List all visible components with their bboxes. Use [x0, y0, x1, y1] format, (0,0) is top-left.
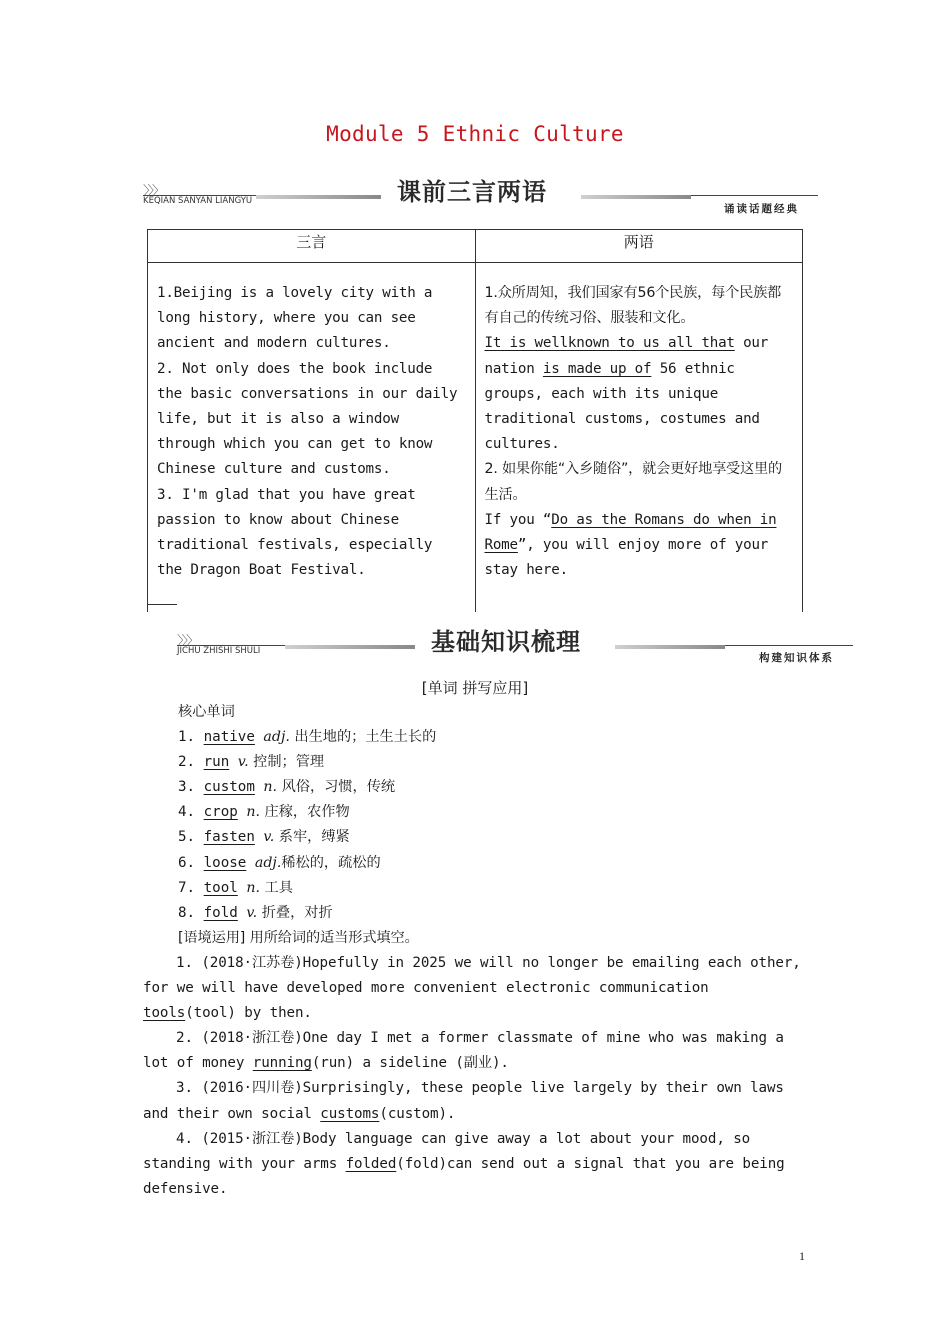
page-title: Module 5 Ethnic Culture [326, 122, 624, 146]
vocab-word: tool [203, 879, 238, 896]
banner-pinyin: JICHU ZHISHI SHULI [177, 646, 261, 656]
item-number: 8. [178, 904, 204, 921]
exercise-text: (fold)can send out a signal that you are being defensive. [143, 1155, 785, 1197]
chevron-right-icon: 〉〉〉 [143, 184, 164, 199]
word-meaning: 庄稼，农作物 [260, 804, 350, 821]
banner-pinyin: KEQIAN SANYAN LIANGYU [143, 196, 253, 206]
exercise-text: (run) a sideline (副业). [311, 1055, 509, 1072]
list-item [178, 750, 436, 775]
table-header-sanyan: 三言 [148, 230, 476, 263]
section-banner-basics [177, 630, 853, 670]
part-of-speech: v. [237, 754, 249, 771]
subsection-heading: [单词 拼写应用] [421, 679, 529, 697]
banner-heading: 课前三言两语 [397, 178, 547, 206]
intro-table [147, 229, 803, 612]
divider [285, 645, 415, 649]
item-number: 4. [178, 804, 204, 821]
translation-2 [485, 508, 794, 584]
vocab-word: custom [203, 779, 255, 796]
page-number: 1 [799, 1249, 805, 1263]
answer-blank: folded [345, 1155, 397, 1172]
word-meaning: 折叠，对折 [257, 904, 333, 921]
item-number: 3. [178, 779, 204, 796]
answer-blank: running [252, 1055, 312, 1072]
exercise-text: 1. (2018·江苏卷)Hopefully in 2025 we will no longer be emailing each other, for we will have developed more convenient electronic communication [143, 955, 801, 997]
exercise-list [143, 951, 808, 1202]
table-cell-right [475, 263, 803, 613]
item-number: 5. [178, 829, 204, 846]
vocab-word: run [203, 754, 230, 771]
vocab-list [178, 700, 436, 926]
exercise-text: 4. (2015·浙江卷)Body language can give away a lot about your mood, so standing with your arms [143, 1130, 751, 1172]
exercise-item [143, 1026, 808, 1076]
sentence-2: 2. Not only does the book include the basic conversations in our daily life, but it is also a window through which you can get to know Chinese culture and customs. [157, 360, 458, 478]
text: our nation [484, 335, 769, 377]
text: ”, you will enjoy more of your stay here. [484, 537, 769, 579]
divider [615, 645, 725, 649]
divider [581, 195, 691, 199]
word-meaning: 稀松的，疏松的 [281, 854, 381, 871]
table-header-liangyu: 两语 [475, 230, 803, 263]
divider [256, 195, 381, 199]
sentence-3: 3. I'm glad that you have great passion to know about Chinese traditional festivals, especially the Dragon Boat Festival. [157, 486, 433, 579]
chinese-sentence-2: 2. 如果你能“入乡随俗”，就会更好地享受这里的生活。 [484, 461, 783, 503]
vocab-word: fasten [203, 829, 255, 846]
exercise-text: 3. (2016·四川卷)Surprisingly, these people live largely by their own laws and their own social [143, 1080, 784, 1122]
list-item [178, 775, 436, 800]
answer-blank: tools [143, 1005, 186, 1022]
part-of-speech: n. [263, 779, 278, 796]
divider [147, 604, 177, 605]
item-number: 2. [178, 754, 204, 771]
item-number: 7. [178, 879, 204, 896]
section-banner-preview [143, 180, 818, 220]
sentence-1: 1.Beijing is a lovely city with a long history, where you can see ancient and modern cultures. [157, 285, 433, 352]
word-meaning: 出生地的；土生土长的 [289, 729, 437, 746]
answer-blank: Do as the Romans do when in Rome [484, 511, 777, 554]
table-cell-left [148, 263, 476, 613]
list-item [178, 901, 436, 926]
exercise-text: (tool) by then. [185, 1005, 312, 1022]
answer-blank: customs [320, 1105, 380, 1122]
word-meaning: 风俗，习惯，传统 [277, 779, 396, 796]
vocab-word: fold [203, 904, 238, 921]
translation-1 [485, 331, 794, 457]
vocab-word: crop [203, 804, 238, 821]
part-of-speech: adj. [263, 729, 290, 746]
answer-blank: It is wellknown to us all that [484, 335, 735, 352]
chinese-sentence-1: 1.众所周知，我们国家有56个民族，每个民族都有自己的传统习俗、服装和文化。 [484, 285, 782, 327]
chevron-right-icon: 〉〉〉 [177, 634, 198, 649]
part-of-speech: v. [263, 829, 275, 846]
list-item [178, 825, 436, 850]
exercise-text: (custom). [379, 1105, 456, 1122]
part-of-speech: n. [246, 804, 260, 821]
answer-blank: is made up of [542, 360, 652, 377]
vocab-heading: 核心单词 [178, 704, 235, 720]
list-item [178, 876, 436, 901]
text: 56 ethnic groups, each with its unique traditional customs, costumes and cultures. [484, 360, 760, 453]
part-of-speech: n. [246, 879, 260, 896]
list-item [178, 851, 436, 876]
item-number: 1. [178, 729, 204, 746]
banner-heading: 基础知识梳理 [431, 628, 581, 656]
exercise-text: 2. (2018·浙江卷)One day I met a former classmate of mine who was making a lot of money [143, 1030, 784, 1072]
banner-tag: 诵读话题经典 [724, 203, 799, 215]
exercise-item [143, 1076, 808, 1126]
instruction-text: [语境运用] 用所给词的适当形式填空。 [178, 930, 419, 946]
vocab-word: native [203, 729, 255, 746]
text: If you “ [484, 511, 552, 528]
list-item [178, 800, 436, 825]
exercise-item [143, 951, 808, 1026]
word-meaning: 工具 [260, 879, 293, 896]
part-of-speech: v. [246, 904, 258, 921]
vocab-word: loose [203, 854, 247, 871]
banner-tag: 构建知识体系 [759, 652, 834, 664]
word-meaning: 控制；管理 [248, 754, 325, 771]
word-meaning: 系牢，缚紧 [274, 829, 350, 846]
item-number: 6. [178, 854, 204, 871]
list-item [178, 725, 436, 750]
part-of-speech: adj. [254, 854, 282, 871]
exercise-item [143, 1127, 808, 1202]
